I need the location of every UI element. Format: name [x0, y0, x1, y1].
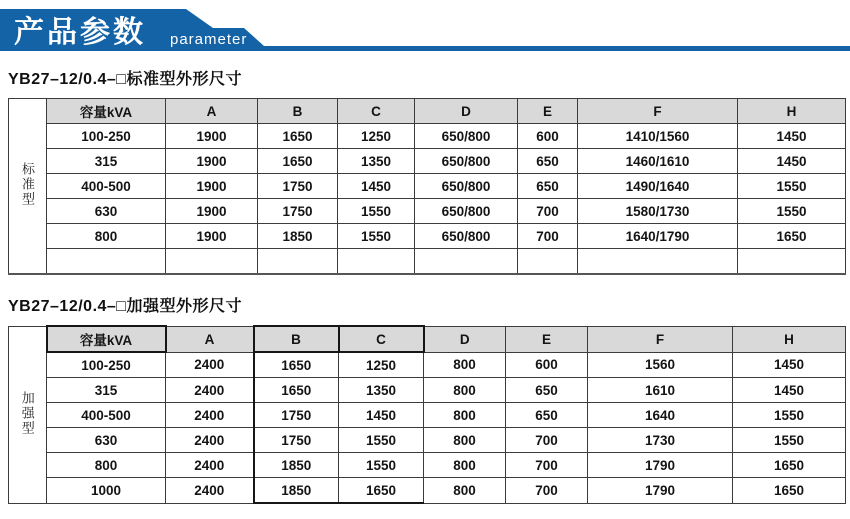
capacity-cell: 630: [47, 428, 166, 453]
dimension-cell: 1410/1560: [578, 124, 738, 149]
dimension-cell: [518, 249, 578, 275]
dimension-cell: 1750: [258, 174, 338, 199]
dimension-cell: 1650: [339, 478, 424, 504]
dimension-cell: 1650: [733, 453, 846, 478]
dimension-cell: 1850: [254, 478, 339, 504]
dimension-cell: [738, 249, 846, 275]
dimension-cell: 800: [424, 453, 506, 478]
dimension-cell: 1750: [254, 428, 339, 453]
dimension-cell: 1450: [738, 124, 846, 149]
column-header: A: [166, 326, 254, 352]
dimension-cell: 1490/1640: [578, 174, 738, 199]
dimension-cell: 1450: [338, 174, 415, 199]
dimension-cell: 800: [424, 403, 506, 428]
dimension-cell: 1750: [254, 403, 339, 428]
column-header: D: [424, 326, 506, 352]
column-header: 容量kVA: [47, 326, 166, 352]
dimension-cell: 650/800: [415, 149, 518, 174]
side-type-label-text: 加强型: [19, 390, 35, 436]
dimension-cell: 1250: [339, 352, 424, 378]
dimension-cell: 1640/1790: [578, 224, 738, 249]
page-subtitle: parameter: [170, 31, 248, 48]
dimension-cell: 1580/1730: [578, 199, 738, 224]
dimension-cell: 800: [424, 352, 506, 378]
dimension-cell: 1450: [339, 403, 424, 428]
capacity-cell: 100-250: [47, 124, 166, 149]
dimension-cell: 1650: [258, 124, 338, 149]
header-banner: [0, 0, 850, 60]
dimension-cell: 700: [506, 478, 588, 504]
dimension-cell: 1550: [338, 199, 415, 224]
dimension-cell: 700: [506, 428, 588, 453]
table-row: [9, 428, 846, 453]
dimension-cell: 1560: [588, 352, 733, 378]
dimension-cell: 650: [518, 149, 578, 174]
column-header: H: [733, 326, 846, 352]
table-row: [9, 378, 846, 403]
dimension-cell: 650: [506, 403, 588, 428]
dimension-cell: 1650: [254, 378, 339, 403]
dimension-cell: 1550: [738, 174, 846, 199]
section-title-reinforced: YB27–12/0.4–□加强型外形尺寸: [8, 298, 242, 315]
page-title: 产品参数: [14, 16, 146, 49]
dimension-cell: 1450: [738, 149, 846, 174]
dimension-cell: 600: [506, 352, 588, 378]
capacity-cell: 400-500: [47, 174, 166, 199]
dimension-cell: 650/800: [415, 124, 518, 149]
dimension-cell: 650/800: [415, 174, 518, 199]
column-header: A: [166, 99, 258, 124]
dimension-cell: 1900: [166, 224, 258, 249]
column-header: B: [254, 326, 339, 352]
dimension-cell: 1650: [733, 478, 846, 504]
dimension-cell: 1350: [338, 149, 415, 174]
column-header: B: [258, 99, 338, 124]
dimension-cell: 800: [424, 378, 506, 403]
table-row: [9, 403, 846, 428]
dimension-cell: 1550: [733, 403, 846, 428]
dimension-cell: 1550: [338, 224, 415, 249]
dimension-cell: 1250: [338, 124, 415, 149]
dimension-cell: 1450: [733, 378, 846, 403]
side-type-label: [9, 99, 47, 275]
dimension-cell: 700: [518, 199, 578, 224]
dimension-cell: 1730: [588, 428, 733, 453]
column-header: F: [588, 326, 733, 352]
capacity-cell: 630: [47, 199, 166, 224]
dimension-cell: 1850: [254, 453, 339, 478]
dimension-cell: [258, 249, 338, 275]
column-header: D: [415, 99, 518, 124]
dimension-cell: 1900: [166, 124, 258, 149]
dimension-cell: 650: [506, 378, 588, 403]
table-row: [9, 478, 846, 504]
dimension-cell: 800: [424, 428, 506, 453]
dimension-cell: 1350: [339, 378, 424, 403]
dimension-cell: 1900: [166, 174, 258, 199]
dimension-cell: 700: [518, 224, 578, 249]
dimension-cell: 650/800: [415, 224, 518, 249]
table-row: [9, 453, 846, 478]
dimension-cell: [166, 249, 258, 275]
dimension-cell: 2400: [166, 453, 254, 478]
dimension-cell: 1550: [738, 199, 846, 224]
capacity-cell: 800: [47, 453, 166, 478]
column-header: E: [506, 326, 588, 352]
dimension-cell: 1750: [258, 199, 338, 224]
column-header: C: [339, 326, 424, 352]
dimension-cell: 1650: [254, 352, 339, 378]
dimension-cell: 2400: [166, 352, 254, 378]
dimension-cell: 2400: [166, 428, 254, 453]
dimension-cell: 1550: [339, 428, 424, 453]
column-header: E: [518, 99, 578, 124]
capacity-cell: 100-250: [47, 352, 166, 378]
table-row: [9, 249, 846, 275]
side-type-label-text: 标准型: [20, 162, 35, 207]
table-row: [9, 124, 846, 149]
standard-dimensions-table: [8, 98, 846, 275]
dimension-cell: 600: [518, 124, 578, 149]
dimension-cell: [578, 249, 738, 275]
column-header: F: [578, 99, 738, 124]
column-header: H: [738, 99, 846, 124]
dimension-cell: 1610: [588, 378, 733, 403]
dimension-cell: 1650: [738, 224, 846, 249]
dimension-cell: 700: [506, 453, 588, 478]
dimension-cell: 1550: [733, 428, 846, 453]
table-row: [9, 199, 846, 224]
dimension-cell: 1650: [258, 149, 338, 174]
section-title-standard: YB27–12/0.4–□标准型外形尺寸: [8, 71, 242, 88]
capacity-cell: 1000: [47, 478, 166, 504]
dimension-cell: 1790: [588, 478, 733, 504]
dimension-cell: 650/800: [415, 199, 518, 224]
side-type-label: [9, 326, 47, 503]
dimension-cell: 1790: [588, 453, 733, 478]
header-row: [9, 326, 846, 352]
dimension-cell: 2400: [166, 378, 254, 403]
table-row: [9, 352, 846, 378]
dimension-cell: 650: [518, 174, 578, 199]
dimension-cell: 1460/1610: [578, 149, 738, 174]
table-row: [9, 174, 846, 199]
capacity-cell: 800: [47, 224, 166, 249]
table-row: [9, 224, 846, 249]
capacity-cell: 315: [47, 149, 166, 174]
dimension-cell: 1640: [588, 403, 733, 428]
capacity-cell: 400-500: [47, 403, 166, 428]
dimension-cell: 1900: [166, 149, 258, 174]
dimension-cell: [415, 249, 518, 275]
table-row: [9, 149, 846, 174]
reinforced-dimensions-table: [8, 325, 846, 504]
dimension-cell: [338, 249, 415, 275]
capacity-cell: 315: [47, 378, 166, 403]
dimension-cell: 1450: [733, 352, 846, 378]
dimension-cell: 800: [424, 478, 506, 504]
column-header: C: [338, 99, 415, 124]
column-header: 容量kVA: [47, 99, 166, 124]
dimension-cell: 1550: [339, 453, 424, 478]
header-row: [9, 99, 846, 124]
dimension-cell: 2400: [166, 478, 254, 504]
dimension-cell: 2400: [166, 403, 254, 428]
dimension-cell: 1900: [166, 199, 258, 224]
dimension-cell: 1850: [258, 224, 338, 249]
capacity-cell: [47, 249, 166, 275]
